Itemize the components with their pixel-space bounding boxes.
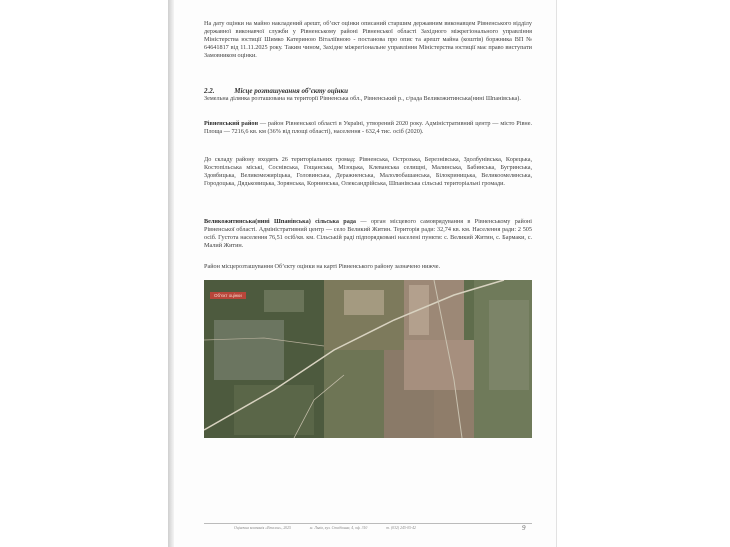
- paragraph-communities: До складу району входять 26 територіальних громад: Рівненська, Острозька, Березнівська, Здолбунівська, Корецька, Костопільська міські, Соснівська, Гощанська, Мізоцька, Клеванська селищні, Малинська, Бабинська, Бугринська, Здовбицька, Великомежиріцька, Головинська, Деражненська, Малолюбашанська, Білокриницька, Великоомелянська, Городоцька, Дядьковицька, Зорянська, Корнинська, Олександрійська, Шпанівська сільські територіальні громади.: [204, 156, 532, 188]
- district-text: — район Рівненської області в Україні, утворений 2020 року. Адміністративний центр — місто Рівне. Площа — 7216,6 кв. км (36% від площі області), населення - 632,4 тис. осіб (2020).: [204, 120, 532, 136]
- satellite-map: [204, 280, 532, 438]
- map-object-label: Об’єкт оцінки: [210, 292, 246, 299]
- footer: [234, 526, 434, 530]
- footer-company: Оціночна компанія «Еталон», 2025: [234, 526, 291, 530]
- paragraph-map-intro: Район місцерозташування Об’єкту оцінки на карті Рівненського району зазначено нижче.: [204, 263, 440, 270]
- footer-divider: [204, 523, 532, 524]
- paragraph-arrest: На дату оцінки на майно накладений арешт, об’єкт оцінки описаний старшим державним виконавцем Рівненського відділу державної виконавчої служби у Рівненському районі Рівненської області Західного міжрегіонального управління Міністерства юстиції Шимко Катериною Віталіївною - постанова про опис та арешт майна (коштів) боржника ВП № 64641817 від 11.11.2025 року. Таким чином, Західне міжрегіональне управління Міністерства юстиції має право виступати Замовником оцінки.: [204, 20, 532, 60]
- paragraph-council: [204, 218, 532, 250]
- paragraph-district: [204, 120, 532, 136]
- satellite-map-image: [204, 280, 532, 438]
- footer-phone: т. (032) 245-05-42: [386, 526, 416, 530]
- district-name: Рівненський район: [204, 120, 259, 127]
- scan-edge: [556, 0, 557, 547]
- council-text: — орган місцевого самоврядування в Рівненському районі Рівненської області. Адміністративний центр — село Великий Житин. Територія ради: 32,74 кв. км. Населення ради: 2 505 осіб. Густота населення 76,51 осіб/кв. км. Сільській раді підпорядковані населені пункти: с. Великий Житин, с. Бармаки, с. Малий Житин.: [204, 218, 532, 250]
- page-number: 9: [522, 524, 526, 532]
- paragraph-location: Земельна ділянка розташована на території Рівненська обл., Рівненський р., с/рада Великожитинська(нині Шпанівська).: [204, 95, 521, 102]
- section-heading: [204, 87, 348, 95]
- section-number: 2.2.: [204, 87, 215, 95]
- council-name: Великожитинська(нині Шпанівська) сільська рада: [204, 218, 357, 225]
- section-title: Місце розташування об’єкту оцінки: [234, 87, 348, 95]
- footer-address: м. Львів, вул. Стадіонна, 4, оф. 310: [309, 526, 368, 530]
- document-page: [174, 0, 556, 547]
